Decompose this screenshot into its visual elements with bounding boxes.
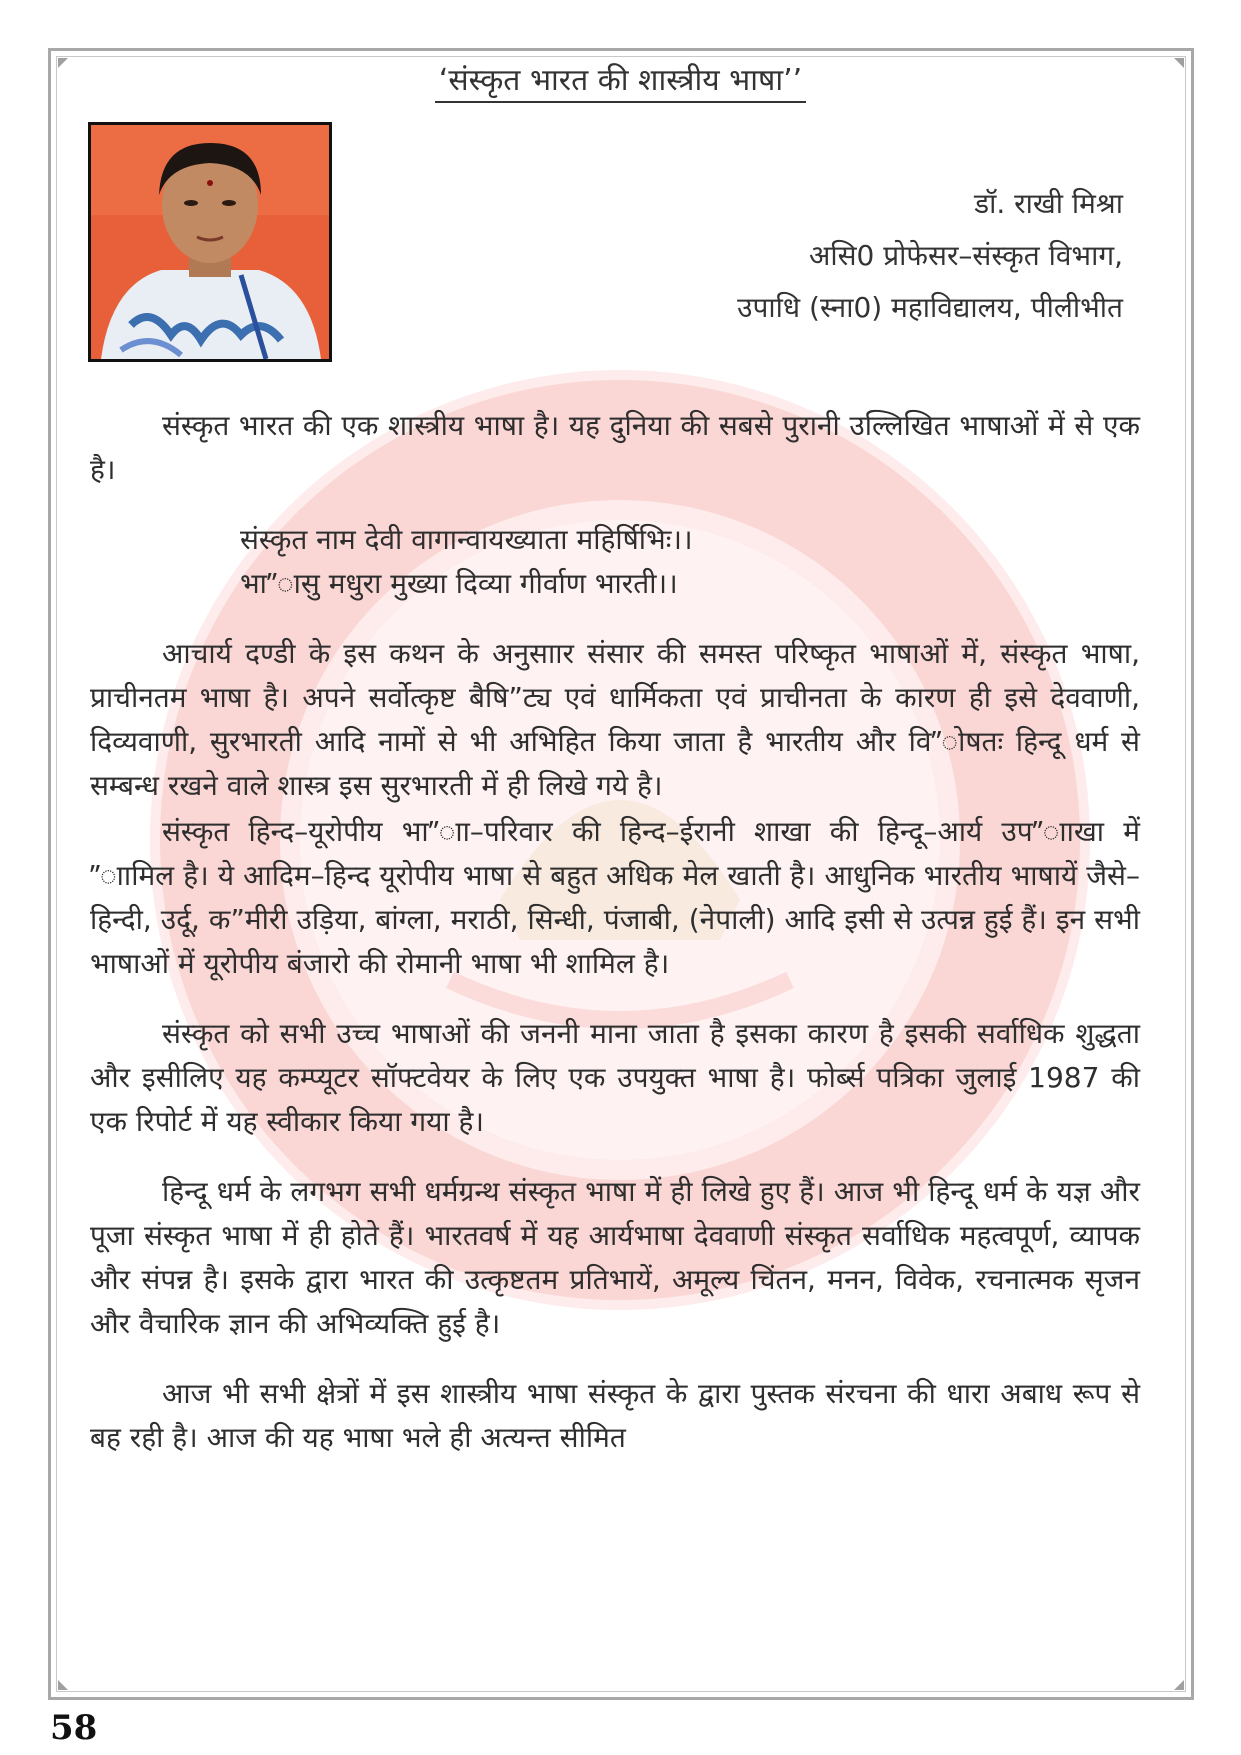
verse-line-1: संस्कृत नाम देवी वागान्वायख्याता महिर्षिभिः।। — [240, 523, 693, 556]
paragraph-1: संस्कृत भारत की एक शास्त्रीय भाषा है। यह दुनिया की सबसे पुरानी उल्लिखित भाषाओं में से एक है। — [90, 409, 1140, 486]
author-institution: उपाधि (स्ना0) महाविद्यालय, पीलीभीत — [737, 291, 1123, 324]
sanskrit-verse — [240, 518, 1140, 606]
paragraph-5: हिन्दू धर्म के लगभग सभी धर्मग्रन्थ संस्कृत भाषा में ही लिखे हुए हैं। आज भी हिन्दू धर्म के यज्ञ और पूजा संस्कृत भाषा में ही होते हैं। भारतवर्ष में यह आर्यभाषा देववाणी संस्कृत सर्वाधिक महत्वपूर्ण, व्यापक और संपन्न है। इसके द्वारा भारत की उत्कृष्टतम प्रतिभायें, अमूल्य चिंतन, मनन, विवेक, रचनात्मक सृजन और वैचारिक ज्ञान की अभिव्यक्ति हुई है। — [90, 1175, 1140, 1340]
author-block — [737, 178, 1123, 334]
paragraph-2: आचार्य दण्डी के इस कथन के अनुसाार संसार की समस्त परिष्कृत भाषाओं में, संस्कृत भाषा, प्राचीनतम भाषा है। अपने सर्वोत्कृष्ट बैषि”ट्य एवं धार्मिकता एवं प्राचीनता के कारण ही इसे देववाणी, दिव्यवाणी, सुरभारती आदि नामों से भी अभिहित किया जाता है भारतीय और वि”ोषतः हिन्दू धर्म से सम्बन्ध रखने वाले शास्त्र इस सुरभारती में ही लिखे गये है। — [90, 637, 1140, 802]
author-name: डॉ. राखी मिश्रा — [974, 187, 1123, 220]
corner-ornament-bottom-right — [1174, 1680, 1184, 1690]
corner-ornament-bottom-left — [58, 1680, 68, 1690]
verse-line-2: भा”ासु मधुरा मुख्या दिव्या गीर्वाण भारती।। — [240, 567, 678, 600]
paragraph-6: आज भी सभी क्षेत्रों में इस शास्त्रीय भाषा संस्कृत के द्वारा पुस्तक संरचना की धारा अबाध रूप से बह रही है। आज की यह भाषा भले ही अत्यन्त सीमित — [90, 1377, 1140, 1454]
article-title — [0, 58, 1241, 99]
paragraph-4: संस्कृत को सभी उच्च भाषाओं की जननी माना जाता है इसका कारण है इसकी सर्वाधिक शुद्धता और इसीलिए यह कम्प्यूटर सॉफ्टवेयर के लिए एक उपयुक्त भाषा है। फोर्ब्स पत्रिका जुलाई 1987 की एक रिपोर्ट में यह स्वीकार किया गया है। — [90, 1017, 1140, 1138]
paragraph-3: संस्कृत हिन्द–यूरोपीय भा”ाा–परिवार की हिन्द–ईरानी शाखा की हिन्दू–आर्य उप”ााखा में ”ाामिल है। ये आदिम–हिन्द यूरोपीय भाषा से बहुत अधिक मेल खाती है। आधुनिक भारतीय भाषायें जैसे–हिन्दी, उर्दू, क”मीरी उड़िया, बांग्ला, मराठी, सिन्धी, पंजाबी, (नेपाली) आदि इसी से उत्पन्न हुई हैं। इन सभी भाषाओं में यूरोपीय बंजारो की रोमानी भाषा भी शामिल है। — [90, 815, 1140, 980]
page-number: 58 — [50, 1708, 98, 1748]
author-portrait-image — [91, 125, 329, 359]
article-body — [90, 404, 1140, 1460]
author-designation: असि0 प्रोफेसर–संस्कृत विभाग, — [808, 239, 1123, 272]
article-title-text: ‘संस्कृत भारत की शास्त्रीय भाषा’’ — [435, 63, 806, 103]
author-photo — [88, 122, 332, 362]
